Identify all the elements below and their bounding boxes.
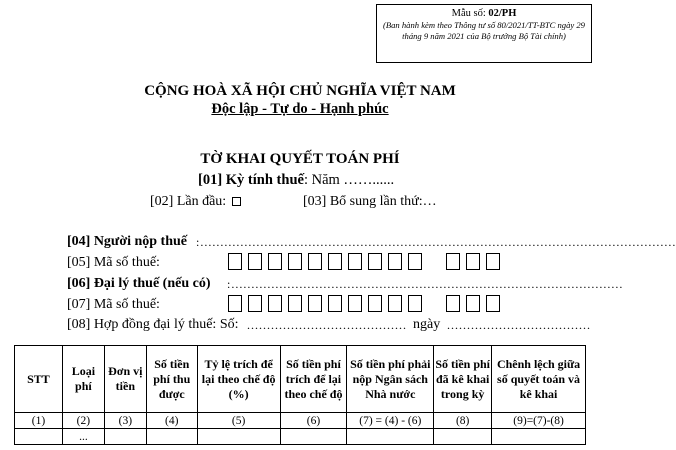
digit-box[interactable] [268, 253, 282, 270]
digit-box[interactable] [446, 253, 460, 270]
digit-box[interactable] [466, 253, 480, 270]
digit-box[interactable] [348, 295, 362, 312]
index-cell: (3) [104, 413, 146, 429]
digit-box[interactable] [328, 295, 342, 312]
index-cell: (8) [434, 413, 492, 429]
digit-box[interactable] [408, 295, 422, 312]
digit-box[interactable] [288, 253, 302, 270]
supplement-field[interactable]: [03] Bổ sung lần thứ:… [303, 194, 437, 209]
col-header: Chênh lệch giữa số quyết toán và kê khai [492, 346, 586, 413]
digit-box[interactable] [388, 295, 402, 312]
digit-box[interactable] [388, 253, 402, 270]
form-legal-note: (Ban hành kèm theo Thông tư số 80/2021/TT-BTC ngày 29 tháng 9 năm 2021 của Bộ trưởng Bộ Tài chính) [383, 20, 585, 41]
col-header: Số tiền phí thu được [146, 346, 197, 413]
index-cell: (5) [197, 413, 280, 429]
digit-box[interactable] [368, 253, 382, 270]
index-cell: (6) [280, 413, 347, 429]
digit-box[interactable] [408, 253, 422, 270]
index-cell: (2) [62, 413, 104, 429]
table-cell[interactable] [104, 429, 146, 445]
digit-box[interactable] [486, 253, 500, 270]
form-number [377, 8, 591, 20]
form-number-label: Mẫu số: [451, 8, 489, 19]
digit-box[interactable] [248, 295, 262, 312]
contract-number-input[interactable]: ........................................ [247, 318, 407, 332]
digit-box[interactable] [228, 253, 242, 270]
digit-box[interactable] [288, 295, 302, 312]
index-cell: (9)=(7)-(8) [492, 413, 586, 429]
index-cell: (7) = (4) - (6) [347, 413, 434, 429]
tax-code-boxes-2[interactable] [228, 295, 498, 313]
digit-box[interactable] [348, 253, 362, 270]
digit-box[interactable] [268, 295, 282, 312]
tax-code-label-1: [05] Mã số thuế: [67, 255, 160, 270]
table-cell[interactable] [492, 429, 586, 445]
agent-label-text: [06] Đại lý thuế (nếu có) [67, 276, 211, 291]
digit-box[interactable] [248, 253, 262, 270]
table-index-row [15, 413, 586, 429]
digit-box[interactable] [466, 295, 480, 312]
agent-input[interactable]: :.................................................................................................. [227, 277, 624, 291]
col-header: Số tiền phí phải nộp Ngân sách Nhà nước [347, 346, 434, 413]
contract-date-input[interactable]: .................................... [447, 318, 591, 332]
col-header: Đơn vị tiền [104, 346, 146, 413]
first-time-checkbox[interactable] [232, 197, 241, 206]
tax-period-field[interactable] [198, 172, 394, 189]
digit-box[interactable] [486, 295, 500, 312]
table-cell[interactable] [146, 429, 197, 445]
tax-period-label: [01] Kỳ tính thuế [198, 172, 304, 188]
table-row [15, 429, 586, 445]
table-cell[interactable] [197, 429, 280, 445]
motto-text: Độc lập - Tự do - Hạnh phúc [211, 101, 389, 117]
digit-box[interactable] [446, 295, 460, 312]
contract-date-label: ngày [413, 317, 441, 332]
col-header: STT [15, 346, 63, 413]
country-name: CỘNG HOÀ XÃ HỘI CHỦ NGHĨA VIỆT NAM [144, 83, 456, 99]
first-time-field [150, 194, 241, 210]
table-cell[interactable]: ... [62, 429, 104, 445]
col-header: Số tiền phí đã kê khai trong kỳ [434, 346, 492, 413]
table-cell[interactable] [15, 429, 63, 445]
tax-period-value: : Năm ……...... [303, 172, 395, 188]
index-cell: (4) [146, 413, 197, 429]
payer-input[interactable]: :....................................................................................................................... [196, 235, 676, 249]
table-cell[interactable] [347, 429, 434, 445]
form-number-box [376, 4, 592, 63]
col-header: Tỷ lệ trích để lại theo chế độ (%) [197, 346, 280, 413]
digit-box[interactable] [308, 253, 322, 270]
digit-box[interactable] [228, 295, 242, 312]
tax-code-boxes-1[interactable] [228, 253, 498, 271]
fee-settlement-table [14, 345, 586, 445]
table-cell[interactable] [434, 429, 492, 445]
table-header-row [15, 346, 586, 413]
payer-label-text: [04] Người nộp thuế [67, 234, 187, 249]
digit-box[interactable] [368, 295, 382, 312]
digit-box[interactable] [328, 253, 342, 270]
document-title: TỜ KHAI QUYẾT TOÁN PHÍ [200, 151, 400, 167]
motto [0, 101, 600, 118]
payer-label [67, 234, 187, 250]
col-header: Loại phí [62, 346, 104, 413]
index-cell: (1) [15, 413, 63, 429]
contract-label: [08] Hợp đồng đại lý thuế: Số: [67, 317, 239, 332]
first-time-label: [02] Lần đầu: [150, 194, 227, 209]
tax-code-label-2: [07] Mã số thuế: [67, 297, 160, 312]
table-cell[interactable] [280, 429, 347, 445]
agent-label [67, 276, 211, 292]
col-header: Số tiền phí trích để lại theo chế độ [280, 346, 347, 413]
digit-box[interactable] [308, 295, 322, 312]
form-number-value: 02/PH [488, 8, 517, 19]
